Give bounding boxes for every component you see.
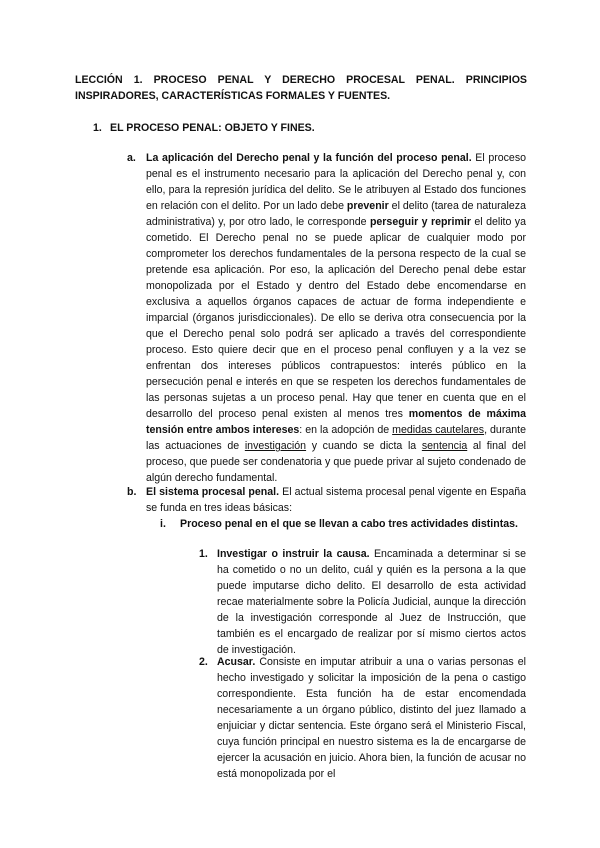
section-heading [93,120,527,136]
subitem-i-marker: i. [160,518,166,530]
item-a-text-2: el delito (tarea de naturaleza administrativa) y, por otro lado, le corresponde [146,200,526,228]
item-b-paragraph [127,484,526,516]
list-item-number: 2. [199,656,208,668]
item-a-text-6: y cuando se dicta la [306,440,422,452]
item-a-bold-prevenir: prevenir [346,200,389,212]
list-item-heading: Investigar o instruir la causa. [217,548,370,560]
item-a-text-1: El proceso penal es el instrumento necesario para la aplicación del Derecho penal y, con ello, para la represión jurídica del delito. Se le atribuyen al Estado dos funciones en relación con el delito. Por un lado debe [146,152,527,212]
subitem-i-text: Proceso penal en el que se llevan a cabo tres actividades distintas. [180,518,518,530]
item-a-paragraph [127,150,527,486]
list-item-heading: Acusar. [217,656,256,668]
item-a-heading: La aplicación del Derecho penal y la función del proceso penal. [146,152,472,164]
item-a-underline-sentencia: sentencia [421,440,468,452]
section-title: EL PROCESO PENAL: OBJETO Y FINES. [110,122,315,134]
item-a-text-7: al final del proceso, que puede ser condenatoria y que puede privar al sujeto condenado de algún derecho fundamental. [146,440,526,484]
item-b-heading: El sistema procesal penal. [146,486,280,498]
item-a-bold-perseguir: perseguir y reprimir [369,216,471,228]
item-a-text-4: : en la adopción de [299,424,393,436]
lesson-title: LECCIÓN 1. PROCESO PENAL Y DERECHO PROCESAL PENAL. PRINCIPIOS INSPIRADORES, CARACTERÍSTICAS FORMALES Y FUENTES. [75,74,527,102]
section-number: 1. [93,122,102,134]
item-a-underline-investigacion: investigación [244,440,307,452]
list-item-text: Consiste en imputar atribuir a una o varias personas el hecho investigado y solicitar la imposición de la pena o castigo correspondiente. Esta función ha de estar encomendada necesariamente a un órgano público, distinto del juez llamado a enjuiciar y dictar sentencia. Este órgano será el Ministerio Fiscal, cuya función principal en nuestro sistema es la de encargarse de ejercer la acusación en juicio. Ahora bien, la función de acusar no está monopolizada por el [217,656,526,780]
list-item [199,654,526,782]
list-item-number: 1. [199,548,208,560]
list-item-text: Encaminada a determinar si se ha cometido o no un delito, cuál y quién es la persona a la que puede imputarse dicho delito. El desarrollo de esta actividad recae materialmente sobre la Policía Judicial, aunque la dirección de la investigación corresponde al Juez de Instrucción, que también es el encargado de realizar por sí mismo ciertos actos de investigación. [217,548,526,656]
item-b-text: El actual sistema procesal penal vigente en España se funda en tres ideas básicas: [146,486,526,514]
item-a-text-5: , durante las actuaciones de [146,424,526,452]
item-a-underline-medidas: medidas cautelares [392,424,485,436]
item-a-text-3: el delito ya cometido. El Derecho penal no se puede aplicar de cualquier modo por comprometer los derechos fundamentales de la persona respecto de la cual se pretende esa aplicación. Por eso, la aplicación del Derecho penal debe estar monopolizada por el Estado y dentro del Estado debe encomendarse en exclusiva a aquellos órganos capaces de actuar de forma independiente e imparcial (órganos jurisdiccionales). De ello se deriva otra consecuencia por la que el Derecho penal solo podrá ser aplicado a través del correspondiente proceso. Esto quiere decir que en el proceso penal confluyen y a la vez se enfrentan dos intereses públicos contrapuestos: interés público en la persecución penal e interés en que se respeten los derechos fundamentales de las personas sujetas a un proceso penal. Hay que tener en cuenta que en el desarrollo del proceso penal existen al menos tres [146,216,526,420]
item-a-marker: a. [127,152,136,164]
list-item [199,546,526,658]
item-b-marker: b. [127,486,137,498]
item-a-bold-momentos: momentos de máxima tensión entre ambos intereses [146,408,526,436]
